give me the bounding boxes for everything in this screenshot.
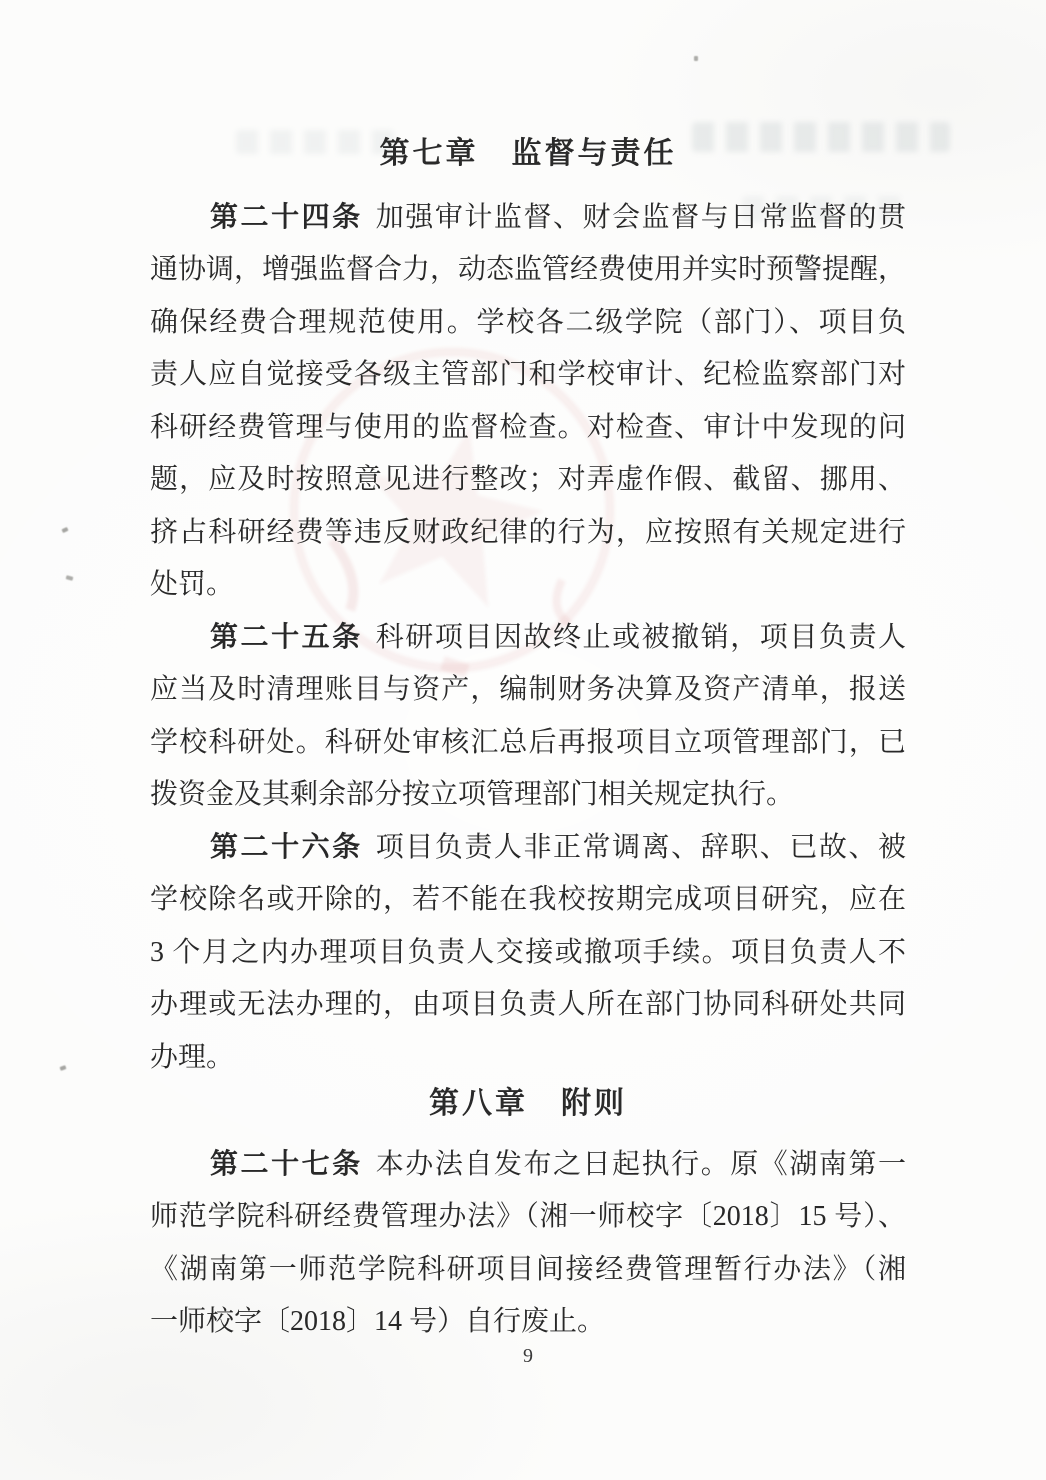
text-column bbox=[150, 0, 906, 1480]
article-26-term: 第二十六条 bbox=[210, 832, 363, 863]
article-27-line-2: 师范学院科研经费管理办法》（湘一师校字〔2018〕15 号）、 bbox=[150, 1201, 906, 1232]
article-26-line-4: 办理或无法办理的，由项目负责人所在部门协同科研处共同 bbox=[150, 989, 906, 1020]
article-24-line-8: 处罚。 bbox=[150, 569, 235, 600]
article-27-line-3: 《湖南第一师范学院科研项目间接经费管理暂行办法》（湘 bbox=[150, 1254, 906, 1285]
article-24-line-6: 题，应及时按照意见进行整改；对弄虚作假、截留、挪用、 bbox=[150, 464, 906, 495]
ink-speck bbox=[61, 527, 68, 533]
article-24-line-4: 责人应自觉接受各级主管部门和学校审计、纪检监察部门对 bbox=[150, 359, 906, 390]
article-24-term: 第二十四条 bbox=[210, 202, 363, 233]
article-27-term: 第二十七条 bbox=[210, 1149, 363, 1180]
text-line: 科研项目因故终止或被撤销，项目负责人 bbox=[375, 622, 906, 653]
article-25-line-3: 学校科研处。科研处审核汇总后再报项目立项管理部门，已 bbox=[150, 727, 906, 758]
article-27-line-1 bbox=[150, 1145, 906, 1185]
page-number: 9 bbox=[523, 1345, 533, 1367]
article-25-line-2: 应当及时清理账目与资产，编制财务决算及资产清单，报送 bbox=[150, 674, 906, 705]
chapter-8-heading: 第八章 附则 bbox=[429, 1087, 627, 1120]
article-26-line-3: 3 个月之内办理项目负责人交接或撤项手续。项目负责人不 bbox=[150, 937, 906, 968]
text-line: 本办法自发布之日起执行。原《湖南第一 bbox=[375, 1149, 906, 1180]
text-line: 项目负责人非正常调离、辞职、已故、被 bbox=[375, 832, 906, 863]
article-24-line-2: 通协调，增强监督合力，动态监管经费使用并实时预警提醒， bbox=[150, 254, 907, 285]
article-24-line-5: 科研经费管理与使用的监督检查。对检查、审计中发现的问 bbox=[150, 412, 906, 443]
article-25-term: 第二十五条 bbox=[210, 622, 363, 653]
article-25-line-4: 拨资金及其剩余部分按立项管理部门相关规定执行。 bbox=[150, 779, 795, 810]
ink-speck bbox=[59, 1065, 66, 1071]
article-24-line-1 bbox=[150, 198, 906, 238]
ink-speck bbox=[66, 575, 74, 581]
article-24-line-3: 确保经费合理规范使用。学校各二级学院（部门）、项目负 bbox=[150, 307, 906, 338]
article-24-line-7: 挤占科研经费等违反财政纪律的行为，应按照有关规定进行 bbox=[150, 517, 906, 548]
article-26-line-1 bbox=[150, 828, 906, 868]
article-27-line-4: 一师校字〔2018〕14 号）自行废止。 bbox=[150, 1306, 606, 1337]
chapter-7-heading: 第七章 监督与责任 bbox=[379, 137, 677, 170]
article-25-line-1 bbox=[150, 618, 906, 658]
article-26-line-2: 学校除名或开除的，若不能在我校按期完成项目研究，应在 bbox=[150, 884, 906, 915]
article-26-line-5: 办理。 bbox=[150, 1042, 235, 1073]
text-line: 加强审计监督、财会监督与日常监督的贯 bbox=[375, 202, 906, 233]
